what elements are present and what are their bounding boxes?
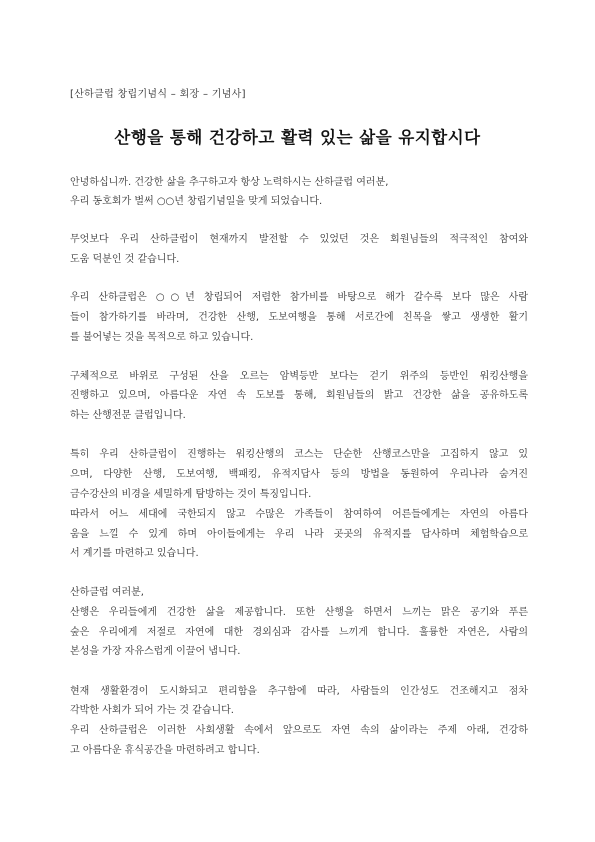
body-line: 산행은 우리들에게 건강한 삶을 제공합니다. 또한 산행을 하면서 느끼는 맑은 공기와 푸른 — [70, 607, 528, 618]
body-line: 본성을 가장 자유스럽게 이끌어 냅니다. — [70, 646, 241, 657]
body-line: 으며, 다양한 산행, 도보여행, 백패킹, 유적지답사 등의 방법을 동원하여 우리나라 숨겨진 — [70, 469, 528, 480]
body-line: 각박한 사회가 되어 가는 것 같습니다. — [70, 705, 234, 716]
body-line: 들이 참가하기를 바라며, 건강한 산행, 도보여행을 통해 서로간에 친목을 쌓고 생생한 활기 — [70, 312, 528, 323]
body-line: 산하클럽 여러분, — [70, 587, 144, 598]
body-line: 안녕하십니까. 건강한 삶을 추구하고자 항상 노력하시는 산하클럽 여러분, — [70, 177, 389, 188]
body-line: 무엇보다 우리 산하클럽이 현재까지 발전할 수 있었던 것은 회원님들의 적극적인 참여와 — [70, 234, 528, 245]
body-line: 따라서 어느 세대에 국한되지 않고 수많은 가족들이 참여하여 어른들에게는 자연의 아름다 — [70, 509, 528, 520]
body-line: 움을 느낄 수 있게 하며 아이들에게는 우리 나라 곳곳의 유적지를 답사하며 체험학습으로 — [70, 529, 528, 540]
body-line: 우리 동호회가 벌써 ○○년 창립기념일을 맞게 되었습니다. — [70, 196, 323, 207]
body-line: 우리 산하클럽은 이러한 사회생활 속에서 앞으로도 자연 속의 삶이라는 주제 아래, 건강하 — [70, 725, 528, 736]
body-line: 도움 덕분인 것 같습니다. — [70, 254, 180, 265]
body-line: 구체적으로 바위로 구성된 산을 오르는 암벽등반 보다는 걷기 위주의 등반인 워킹산행을 — [70, 371, 528, 382]
body-line: 서 계기를 마련하고 있습니다. — [70, 548, 199, 559]
body-line: 진행하고 있으며, 아름다운 자연 속 도보를 통해, 회원님들의 밝고 건강한 삶을 공유하도록 — [70, 390, 528, 401]
document-tag: [산하클럽 창립기념식 – 회장 – 기념사] — [70, 89, 246, 100]
body-line: 우리 산하클럽은 ○○년 창립되어 저렴한 참가비를 바탕으로 해가 갈수록 보다 많은 사람 — [70, 292, 528, 303]
body-line: 특히 우리 산하클럽이 진행하는 워킹산행의 코스는 단순한 산행코스만을 고집하지 않고 있 — [70, 449, 528, 460]
body-line: 금수강산의 비경을 세밀하게 탐방하는 것이 특징입니다. — [70, 489, 312, 500]
body-line: 를 불어넣는 것을 목적으로 하고 있습니다. — [70, 332, 254, 343]
body-line: 고 아름다운 휴식공간을 마련하려고 합니다. — [70, 745, 260, 756]
document-title: 산행을 통해 건강하고 활력 있는 삶을 유지합시다 — [114, 128, 481, 147]
body-line: 현재 생활환경이 도시화되고 편리함을 추구함에 따라, 사람들의 인간성도 건조해지고 점차 — [70, 686, 528, 697]
body-line: 숲은 우리에게 저절로 자연에 대한 경외심과 감사를 느끼게 합니다. 훌륭한 자연은, 사람의 — [70, 627, 528, 638]
body-line: 하는 산행전문 클럽입니다. — [70, 410, 186, 421]
